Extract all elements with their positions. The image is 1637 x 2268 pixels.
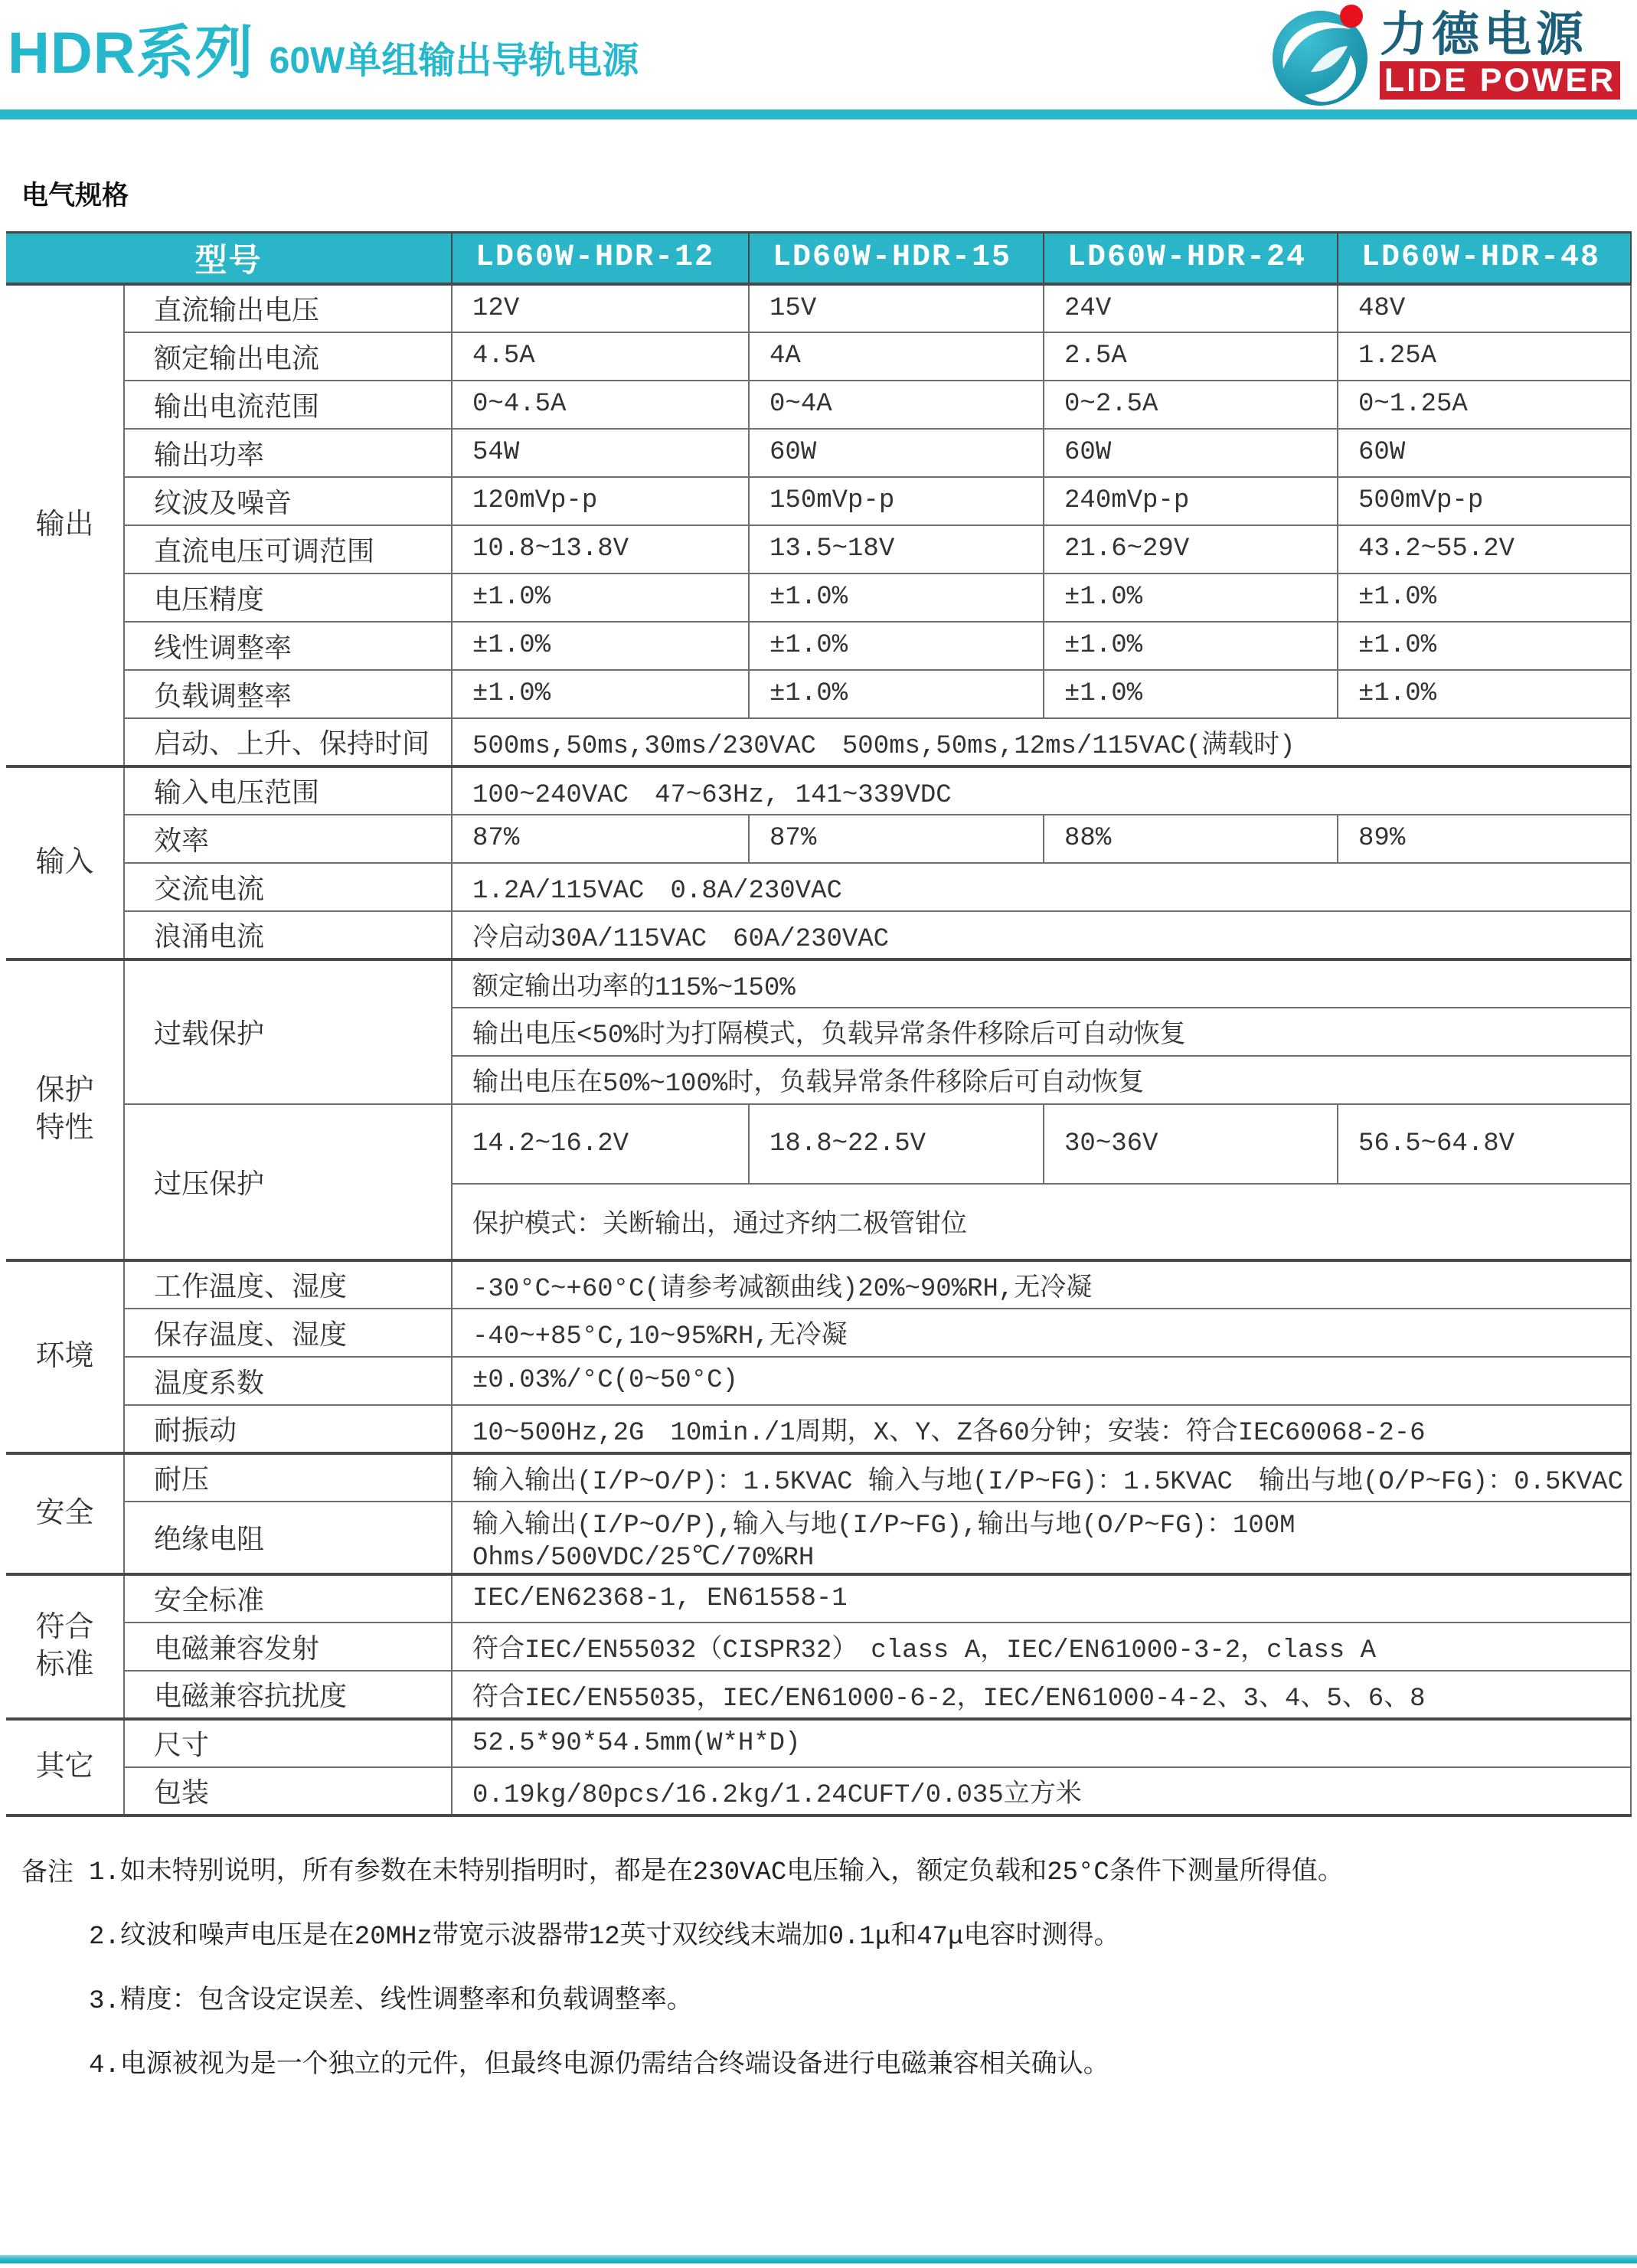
group-label-other: 其它: [6, 1719, 124, 1815]
param-label: 直流输出电压: [124, 284, 452, 332]
table-row: [6, 477, 1631, 525]
note-item: 3.精度：包含设定误差、线性调整率和负载调整率。: [89, 1986, 693, 2016]
header-rule: [0, 109, 1637, 119]
section-heading: 电气规格: [21, 181, 129, 211]
table-row: [6, 815, 1631, 863]
param-label: 过压保护: [124, 1104, 452, 1260]
param-label: 额定输出电流: [124, 332, 452, 381]
value-cell: 输入输出(I/P~O/P)：1.5KVAC 输入与地(I/P~FG)：1.5KVAC 输出与地(O/P~FG)：0.5KVAC: [452, 1453, 1631, 1502]
note-item: 2.纹波和噪声电压是在20MHz带宽示波器带12英寸双绞线末端加0.1μ和47μ电容时测得。: [89, 1922, 1120, 1952]
param-label: 电磁兼容抗扰度: [124, 1671, 452, 1719]
table-row: [6, 1357, 1631, 1405]
value-cell: IEC/EN62368-1, EN61558-1: [452, 1574, 1631, 1623]
page-title: [8, 6, 639, 90]
notes-list: [89, 1849, 1344, 2106]
table-row: [6, 332, 1631, 381]
value-cell: ±1.0%: [1044, 670, 1338, 718]
value-cell: 18.8~22.5V: [749, 1104, 1044, 1184]
model-name: LD60W-HDR-24: [1044, 233, 1338, 284]
logo-mark-icon: [1273, 5, 1367, 106]
table-row: [6, 1260, 1631, 1309]
value-cell: 14.2~16.2V: [452, 1104, 749, 1184]
value-cell: 4A: [749, 332, 1044, 381]
value-cell: 88%: [1044, 815, 1338, 863]
value-cell: ±1.0%: [749, 574, 1044, 622]
table-row: [6, 1502, 1631, 1574]
lide-logo: [1265, 2, 1625, 109]
param-label: 输入电压范围: [124, 766, 452, 815]
logo-en-text: LIDE POWER: [1384, 62, 1616, 99]
table-row: [6, 1623, 1631, 1671]
value-cell: -30°C~+60°C(请参考减额曲线)20%~90%RH,无冷凝: [452, 1260, 1631, 1309]
group-label-standards: 符合标准: [6, 1574, 124, 1719]
group-label-input: 输入: [6, 766, 124, 959]
value-cell: 100~240VAC 47~63Hz, 141~339VDC: [452, 766, 1631, 815]
value-cell: ±1.0%: [749, 670, 1044, 718]
value-cell: 87%: [452, 815, 749, 863]
group-label-protection: 保护特性: [6, 959, 124, 1260]
param-label: 输出电流范围: [124, 381, 452, 429]
logo-red-dot-icon: [1340, 5, 1363, 28]
table-row: [6, 1719, 1631, 1767]
table-row: [6, 525, 1631, 574]
value-cell: ±1.0%: [1044, 574, 1338, 622]
param-label: 温度系数: [124, 1357, 452, 1405]
model-name: LD60W-HDR-12: [452, 233, 749, 284]
value-cell: 符合IEC/EN55032（CISPR32） class A，IEC/EN61000-3-2，class A: [452, 1623, 1631, 1671]
value-cell: 冷启动30A/115VAC 60A/230VAC: [452, 911, 1631, 959]
value-cell: ±1.0%: [1338, 574, 1631, 622]
value-cell: 60W: [1338, 429, 1631, 477]
param-label: 负载调整率: [124, 670, 452, 718]
value-cell: 52.5*90*54.5mm(W*H*D): [452, 1719, 1631, 1767]
value-cell: 56.5~64.8V: [1338, 1104, 1631, 1184]
value-cell: 240mVp-p: [1044, 477, 1338, 525]
table-row: [6, 863, 1631, 911]
table-row: [6, 670, 1631, 718]
param-label: 电压精度: [124, 574, 452, 622]
param-label: 耐压: [124, 1453, 452, 1502]
notes-label: 备注: [21, 1859, 74, 1889]
param-label: 电磁兼容发射: [124, 1623, 452, 1671]
group-label-environment: 环境: [6, 1260, 124, 1453]
value-cell: 21.6~29V: [1044, 525, 1338, 574]
table-row: [6, 1104, 1631, 1184]
series-subtitle: 60W单组输出导轨电源: [269, 41, 639, 81]
table-row: [6, 284, 1631, 332]
logo-cn-text: 力德电源: [1380, 8, 1589, 61]
value-cell: 54W: [452, 429, 749, 477]
value-cell: 0~4A: [749, 381, 1044, 429]
value-cell: 500ms,50ms,30ms/230VAC 500ms,50ms,12ms/115VAC(满载时): [452, 718, 1631, 766]
param-label: 输出功率: [124, 429, 452, 477]
param-label: 保存温度、湿度: [124, 1309, 452, 1357]
value-cell: 输出电压在50%~100%时，负载异常条件移除后可自动恢复: [452, 1056, 1631, 1104]
param-label: 直流电压可调范围: [124, 525, 452, 574]
title-bar: [0, 0, 1637, 119]
value-cell: ±1.0%: [1338, 670, 1631, 718]
table-row: [6, 1671, 1631, 1719]
param-label: 过载保护: [124, 959, 452, 1104]
table-row: [6, 959, 1631, 1008]
table-row: [6, 766, 1631, 815]
table-row: [6, 574, 1631, 622]
value-cell: 13.5~18V: [749, 525, 1044, 574]
value-cell: 60W: [749, 429, 1044, 477]
group-label-output: 输出: [6, 284, 124, 766]
value-cell: 120mVp-p: [452, 477, 749, 525]
value-cell: 0~1.25A: [1338, 381, 1631, 429]
value-cell: 15V: [749, 284, 1044, 332]
value-cell: 2.5A: [1044, 332, 1338, 381]
table-row: [6, 1453, 1631, 1502]
value-cell: ±1.0%: [1044, 622, 1338, 670]
value-cell: 1.25A: [1338, 332, 1631, 381]
param-label: 浪涌电流: [124, 911, 452, 959]
value-cell: 150mVp-p: [749, 477, 1044, 525]
table-row: [6, 622, 1631, 670]
table-row: [6, 718, 1631, 766]
table-header-row: [6, 233, 1631, 284]
param-label: 线性调整率: [124, 622, 452, 670]
value-cell: 0~2.5A: [1044, 381, 1338, 429]
footer-accent-bar: [0, 2255, 1637, 2263]
value-cell: ±1.0%: [1338, 622, 1631, 670]
param-label: 纹波及噪音: [124, 477, 452, 525]
group-label-safety: 安全: [6, 1453, 124, 1574]
model-column-label: 型号: [6, 233, 452, 284]
value-cell: ±1.0%: [749, 622, 1044, 670]
param-label: 效率: [124, 815, 452, 863]
model-name: LD60W-HDR-48: [1338, 233, 1631, 284]
value-cell: 87%: [749, 815, 1044, 863]
param-label: 启动、上升、保持时间: [124, 718, 452, 766]
value-cell: ±1.0%: [452, 622, 749, 670]
model-name: LD60W-HDR-15: [749, 233, 1044, 284]
table-row: [6, 911, 1631, 959]
value-cell: 符合IEC/EN55035，IEC/EN61000-6-2，IEC/EN61000-4-2、3、4、5、6、8: [452, 1671, 1631, 1719]
value-cell: 48V: [1338, 284, 1631, 332]
table-row: [6, 429, 1631, 477]
table-row: [6, 1767, 1631, 1815]
value-cell: 保护模式：关断输出，通过齐纳二极管钳位: [452, 1184, 1631, 1260]
note-item: 1.如未特别说明，所有参数在未特别指明时，都是在230VAC电压输入，额定负载和25°C条件下测量所得值。: [89, 1858, 1344, 1887]
value-cell: 43.2~55.2V: [1338, 525, 1631, 574]
notes-block: [21, 1849, 1637, 2106]
value-cell: 0~4.5A: [452, 381, 749, 429]
table-row: [6, 381, 1631, 429]
value-cell: 输出电压<50%时为打隔模式，负载异常条件移除后可自动恢复: [452, 1008, 1631, 1056]
param-label: 尺寸: [124, 1719, 452, 1767]
value-cell: ±0.03%/°C(0~50°C): [452, 1357, 1631, 1405]
value-cell: 500mVp-p: [1338, 477, 1631, 525]
note-item: 4.电源被视为是一个独立的元件，但最终电源仍需结合终端设备进行电磁兼容相关确认。: [89, 2051, 1109, 2080]
table-row: [6, 1405, 1631, 1453]
param-label: 包装: [124, 1767, 452, 1815]
param-label: 耐振动: [124, 1405, 452, 1453]
series-title: HDR系列: [8, 21, 254, 86]
value-cell: 60W: [1044, 429, 1338, 477]
value-cell: 12V: [452, 284, 749, 332]
param-label: 工作温度、湿度: [124, 1260, 452, 1309]
value-cell: 10~500Hz,2G 10min./1周期，X、Y、Z各60分钟；安装：符合IEC60068-2-6: [452, 1405, 1631, 1453]
value-cell: 89%: [1338, 815, 1631, 863]
table-row: [6, 1574, 1631, 1623]
value-cell: 4.5A: [452, 332, 749, 381]
spec-table: [6, 231, 1632, 1817]
table-row: [6, 1309, 1631, 1357]
value-cell: 10.8~13.8V: [452, 525, 749, 574]
value-cell: 额定输出功率的115%~150%: [452, 959, 1631, 1008]
value-cell: ±1.0%: [452, 574, 749, 622]
value-cell: 24V: [1044, 284, 1338, 332]
value-cell: 1.2A/115VAC 0.8A/230VAC: [452, 863, 1631, 911]
value-cell: 输入输出(I/P~O/P),输入与地(I/P~FG),输出与地(O/P~FG)：100M Ohms/500VDC/25℃/70%RH: [452, 1502, 1631, 1574]
value-cell: ±1.0%: [452, 670, 749, 718]
param-label: 交流电流: [124, 863, 452, 911]
value-cell: 0.19kg/80pcs/16.2kg/1.24CUFT/0.035立方米: [452, 1767, 1631, 1815]
param-label: 绝缘电阻: [124, 1502, 452, 1574]
value-cell: 30~36V: [1044, 1104, 1338, 1184]
param-label: 安全标准: [124, 1574, 452, 1623]
value-cell: -40~+85°C,10~95%RH,无冷凝: [452, 1309, 1631, 1357]
